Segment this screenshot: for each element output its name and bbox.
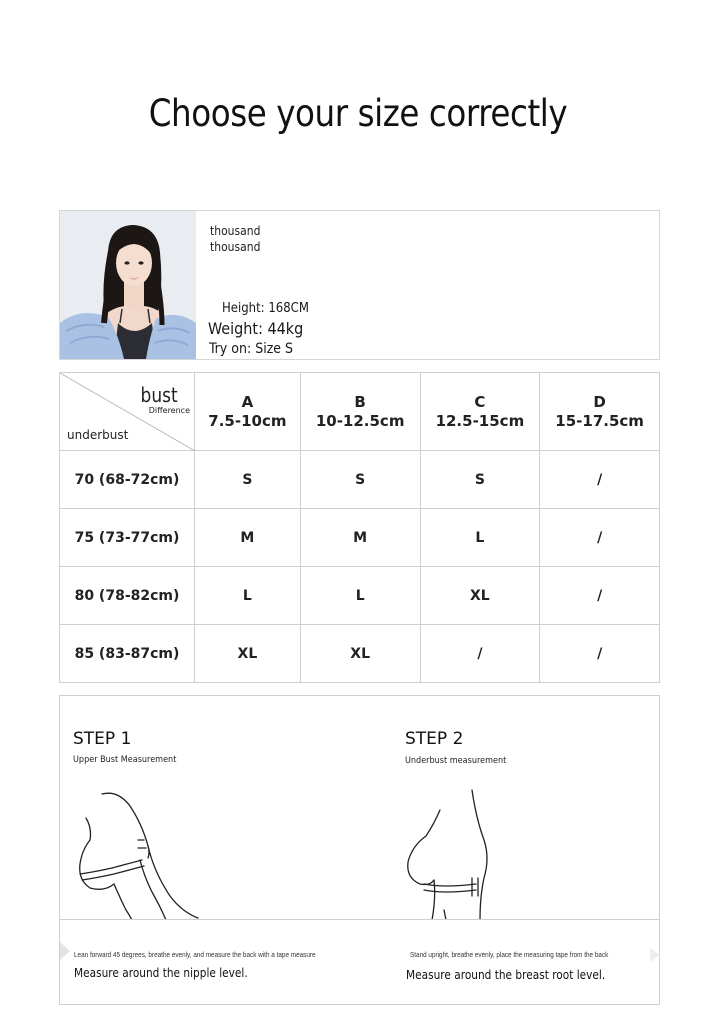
step1-title: STEP 1 [73, 729, 132, 749]
size-cell: L [300, 567, 420, 625]
step2-subtitle: Underbust measurement [405, 756, 507, 766]
step2-arrow-icon [650, 948, 660, 962]
model-photo [60, 211, 196, 359]
size-cell: / [420, 625, 540, 683]
size-cell: / [540, 451, 660, 509]
table-header-row [60, 373, 660, 451]
corner-bust-label: bust [140, 383, 178, 407]
cup-range: 15-17.5cm [555, 411, 644, 430]
row-label: 75 (73-77cm) [60, 509, 195, 567]
page-title: Choose your size correctly [148, 92, 568, 135]
cup-range: 12.5-15cm [435, 411, 525, 430]
step2-standing-figure [404, 788, 504, 920]
size-chart-table [59, 372, 660, 683]
size-cell: / [540, 625, 660, 683]
size-cell: S [420, 451, 540, 509]
size-cell: S [300, 451, 420, 509]
size-cell: M [195, 509, 301, 567]
model-try-on: Try on: Size S [209, 341, 294, 357]
corner-underbust-label: underbust [67, 428, 129, 442]
step1-instruction-note: Lean forward 45 degrees, breathe evenly, and measure the back with a tape measure [74, 950, 316, 959]
model-weight: Weight: 44kg [208, 319, 304, 338]
cup-letter: D [593, 392, 606, 411]
model-card [59, 210, 660, 360]
step2-instruction-main: Measure around the breast root level. [406, 968, 606, 982]
row-label: 85 (83-87cm) [60, 625, 195, 683]
row-label: 80 (78-82cm) [60, 567, 195, 625]
step2-title: STEP 2 [405, 729, 464, 749]
cup-range: 10-12.5cm [315, 411, 405, 430]
corner-difference-label: Difference [148, 406, 190, 415]
column-header-b [300, 373, 420, 451]
table-row [60, 451, 660, 509]
step1-arrow-icon [60, 942, 72, 960]
table-corner-cell [60, 373, 195, 451]
cup-letter: B [354, 392, 366, 411]
size-cell: / [540, 509, 660, 567]
column-header-d [540, 373, 660, 451]
row-label: 70 (68-72cm) [60, 451, 195, 509]
table-row [60, 509, 660, 567]
model-info [208, 223, 309, 357]
table-row [60, 625, 660, 683]
table-row [60, 567, 660, 625]
size-cell: XL [420, 567, 540, 625]
step1-instruction-main: Measure around the nipple level. [74, 966, 248, 980]
model-line-1: thousand [210, 224, 261, 238]
step1-subtitle: Upper Bust Measurement [73, 755, 177, 765]
column-header-c [420, 373, 540, 451]
size-cell: S [195, 451, 301, 509]
step1-leaning-figure [74, 788, 204, 920]
measurement-guide [59, 695, 660, 1005]
step2-instruction-note: Stand upright, breathe evenly, place the measuring tape from the back [410, 950, 609, 959]
size-cell: / [540, 567, 660, 625]
model-illustration [60, 211, 196, 359]
size-cell: L [420, 509, 540, 567]
guide-divider [60, 919, 659, 920]
model-line-2: thousand [210, 240, 261, 254]
cup-range: 7.5-10cm [208, 411, 287, 430]
column-header-a [195, 373, 301, 451]
size-cell: XL [195, 625, 301, 683]
model-height: Height: 168CM [222, 301, 309, 316]
size-cell: L [195, 567, 301, 625]
cup-letter: C [474, 392, 486, 411]
size-cell: XL [300, 625, 420, 683]
cup-letter: A [241, 392, 254, 411]
size-cell: M [300, 509, 420, 567]
